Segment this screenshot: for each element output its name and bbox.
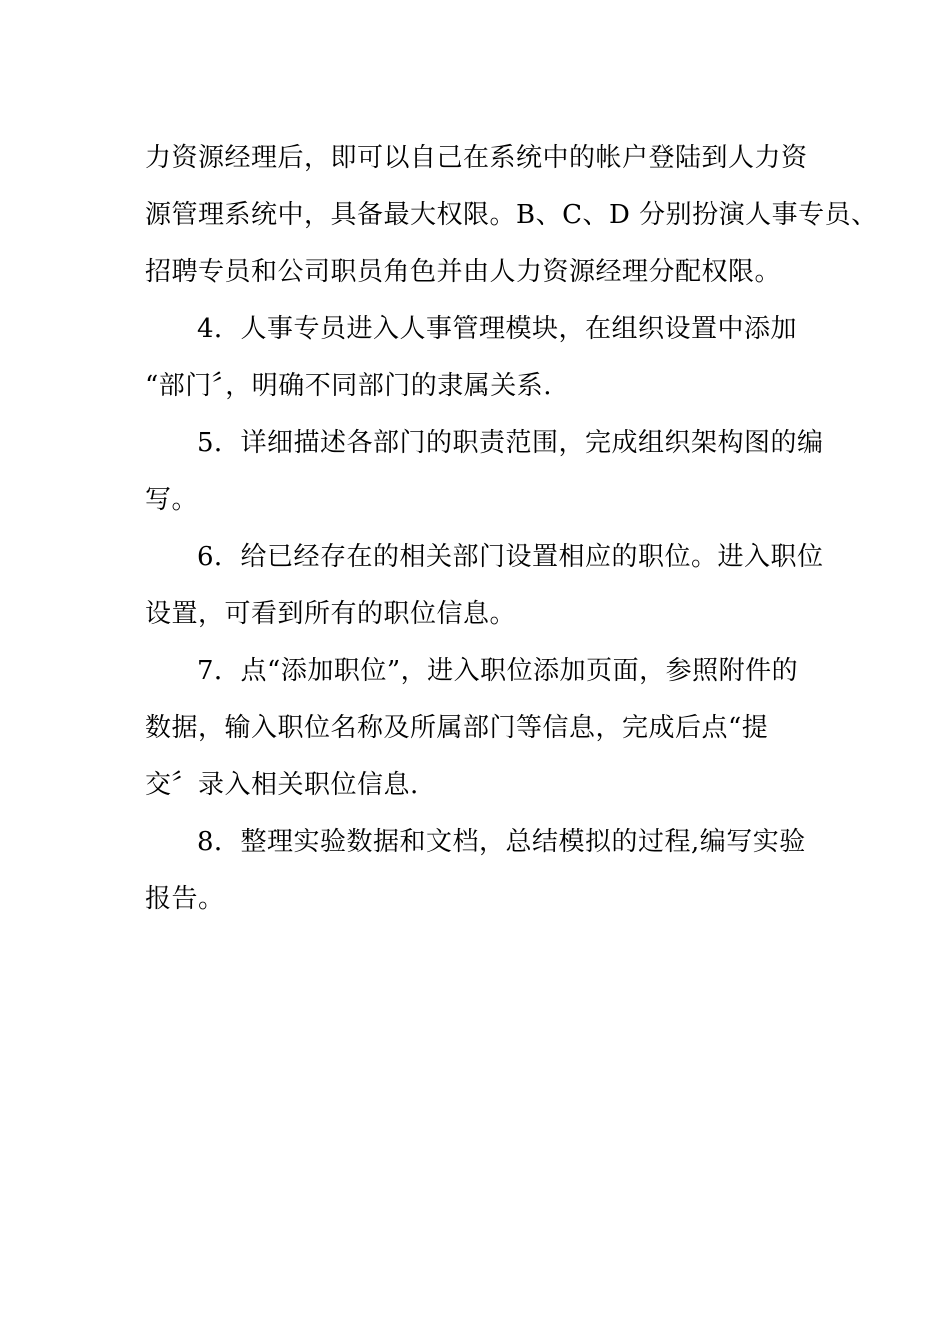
paragraph-hr-manager-permissions [145, 130, 878, 301]
text-line: 5．详细描述各部门的职责范围，完成组织架构图的编 [197, 428, 824, 458]
text-line: 报告。 [145, 884, 225, 914]
text-line: “部门〞，明确不同部门的隶属关系. [145, 371, 553, 401]
text-line: 6．给已经存在的相关部门设置相应的职位。进入职位 [197, 542, 824, 572]
text-line: 数据，输入职位名称及所属部门等信息，完成后点“提 [145, 713, 769, 743]
paragraph-step-8 [145, 814, 815, 928]
document-body [145, 130, 878, 928]
text-line: 源管理系统中，具备最大权限。B、C、D 分别扮演人事专员、 [145, 200, 878, 230]
paragraph-step-4 [145, 301, 815, 415]
text-line: 写。 [145, 485, 199, 515]
paragraph-step-5 [145, 415, 824, 529]
text-line: 7．点“添加职位”，进入职位添加页面，参照附件的 [197, 656, 799, 686]
text-line: 招聘专员和公司职员角色并由人力资源经理分配权限。 [145, 257, 782, 287]
text-line: 4．人事专员进入人事管理模块，在组织设置中添加 [197, 314, 798, 344]
text-line: 8．整理实验数据和文档，总结模拟的过程,编写实验 [197, 827, 806, 857]
text-line: 设置，可看到所有的职位信息。 [145, 599, 517, 629]
paragraph-step-7 [145, 643, 815, 814]
paragraph-step-6 [145, 529, 824, 643]
text-line: 力资源经理后，即可以自己在系统中的帐户登陆到人力资 [145, 143, 808, 173]
text-line: 交〞录入相关职位信息. [145, 770, 419, 800]
